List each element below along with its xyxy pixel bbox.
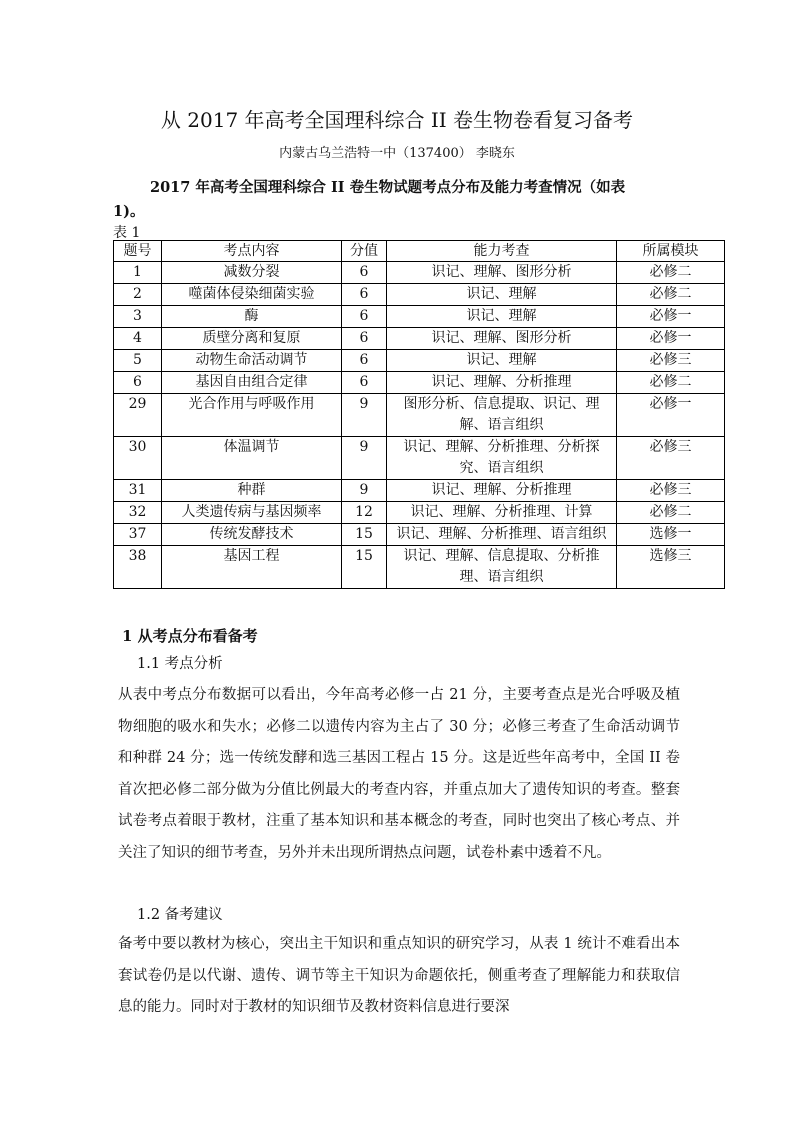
cell-score: 6	[342, 306, 387, 328]
exam-points-table	[113, 240, 725, 589]
cell-topic: 光合作用与呼吸作用	[162, 394, 342, 437]
table-row	[114, 262, 725, 284]
cell-module: 必修三	[617, 437, 725, 480]
intro-line-2: 1)。	[113, 203, 145, 220]
cell-topic: 人类遗传病与基因频率	[162, 502, 342, 524]
cell-score: 6	[342, 284, 387, 306]
header-number: 题号	[114, 241, 162, 262]
cell-number: 3	[114, 306, 162, 328]
cell-number: 6	[114, 372, 162, 394]
table-row	[114, 372, 725, 394]
cell-score: 9	[342, 437, 387, 480]
cell-ability: 识记、理解、信息提取、分析推理、语言组织	[387, 546, 617, 589]
cell-score: 15	[342, 524, 387, 546]
cell-topic: 噬菌体侵染细菌实验	[162, 284, 342, 306]
cell-score: 12	[342, 502, 387, 524]
cell-number: 2	[114, 284, 162, 306]
table-row	[114, 437, 725, 480]
table-row	[114, 394, 725, 437]
cell-topic: 质壁分离和复原	[162, 328, 342, 350]
cell-ability: 识记、理解	[387, 306, 617, 328]
cell-ability: 识记、理解、图形分析	[387, 262, 617, 284]
cell-topic: 动物生命活动调节	[162, 350, 342, 372]
cell-topic: 种群	[162, 480, 342, 502]
cell-ability: 识记、理解、分析推理、语言组织	[387, 524, 617, 546]
cell-number: 1	[114, 262, 162, 284]
table-header-row	[114, 241, 725, 262]
cell-module: 必修二	[617, 372, 725, 394]
cell-number: 30	[114, 437, 162, 480]
cell-topic: 体温调节	[162, 437, 342, 480]
author-line: 内蒙古乌兰浩特一中（137400） 李晓东	[279, 146, 515, 161]
body-paragraph: 备考中要以教材为核心，突出主干知识和重点知识的研究学习，从表 1 统计不难看出本套试卷仍是以代谢、遗传、调节等主干知识为命题依托，侧重考查了理解能力和获取信息的能力。同时对于教材的知识细节及教材资料信息进行要深	[118, 936, 680, 1015]
cell-number: 31	[114, 480, 162, 502]
subsection-heading: 1.2 备考建议	[137, 907, 223, 923]
table-row	[114, 480, 725, 502]
cell-topic: 酶	[162, 306, 342, 328]
section-heading: 1 从考点分布看备考	[122, 627, 258, 645]
cell-ability: 图形分析、信息提取、识记、理解、语言组织	[387, 394, 617, 437]
cell-module: 必修一	[617, 328, 725, 350]
cell-ability: 识记、理解、分析推理、计算	[387, 502, 617, 524]
cell-score: 6	[342, 350, 387, 372]
cell-ability: 识记、理解	[387, 350, 617, 372]
cell-number: 5	[114, 350, 162, 372]
cell-module: 选修一	[617, 524, 725, 546]
page-title: 从 2017 年高考全国理科综合 II 卷生物卷看复习备考	[160, 108, 634, 132]
table-row	[114, 546, 725, 589]
cell-ability: 识记、理解	[387, 284, 617, 306]
cell-score: 6	[342, 328, 387, 350]
header-ability: 能力考查	[387, 241, 617, 262]
cell-module: 必修二	[617, 502, 725, 524]
cell-module: 必修一	[617, 306, 725, 328]
cell-module: 必修一	[617, 394, 725, 437]
table-row	[114, 306, 725, 328]
cell-module: 必修二	[617, 262, 725, 284]
cell-ability: 识记、理解、分析推理	[387, 372, 617, 394]
table-row	[114, 284, 725, 306]
cell-score: 6	[342, 372, 387, 394]
cell-topic: 基因自由组合定律	[162, 372, 342, 394]
cell-number: 29	[114, 394, 162, 437]
cell-number: 38	[114, 546, 162, 589]
cell-topic: 基因工程	[162, 546, 342, 589]
cell-ability: 识记、理解、分析推理、分析探究、语言组织	[387, 437, 617, 480]
cell-score: 9	[342, 394, 387, 437]
cell-topic: 传统发酵技术	[162, 524, 342, 546]
header-module: 所属模块	[617, 241, 725, 262]
table-caption: 表 1	[113, 225, 141, 241]
subsection-heading: 1.1 考点分析	[137, 656, 223, 672]
cell-ability: 识记、理解、分析推理	[387, 480, 617, 502]
cell-module: 必修二	[617, 284, 725, 306]
intro-line-1: 2017 年高考全国理科综合 II 卷生物试题考点分布及能力考查情况（如表	[150, 179, 626, 196]
cell-module: 必修三	[617, 350, 725, 372]
header-score: 分值	[342, 241, 387, 262]
cell-score: 6	[342, 262, 387, 284]
table-row	[114, 524, 725, 546]
table-row	[114, 328, 725, 350]
cell-number: 4	[114, 328, 162, 350]
cell-score: 15	[342, 546, 387, 589]
cell-score: 9	[342, 480, 387, 502]
header-topic: 考点内容	[162, 241, 342, 262]
body-paragraph: 从表中考点分布数据可以看出，今年高考必修一占 21 分，主要考查点是光合呼吸及植物细胞的吸水和失水；必修二以遗传内容为主占了 30 分；必修三考查了生命活动调节和种群 24 分；选一传统发酵和选三基因工程占 15 分。这是近些年高考中，全国 II 卷首次把必修二部分做为分值比例最大的考查内容，并重点加大了遗传知识的考查。整套试卷考点着眼于教材，注重了基本知识和基本概念的考查，同时也突出了核心考点、并关注了知识的细节考查，另外并未出现所谓热点问题，试卷朴素中透着不凡。	[118, 687, 680, 861]
cell-module: 选修三	[617, 546, 725, 589]
cell-topic: 减数分裂	[162, 262, 342, 284]
table-row	[114, 502, 725, 524]
cell-module: 必修三	[617, 480, 725, 502]
cell-number: 32	[114, 502, 162, 524]
cell-ability: 识记、理解、图形分析	[387, 328, 617, 350]
cell-number: 37	[114, 524, 162, 546]
table-row	[114, 350, 725, 372]
